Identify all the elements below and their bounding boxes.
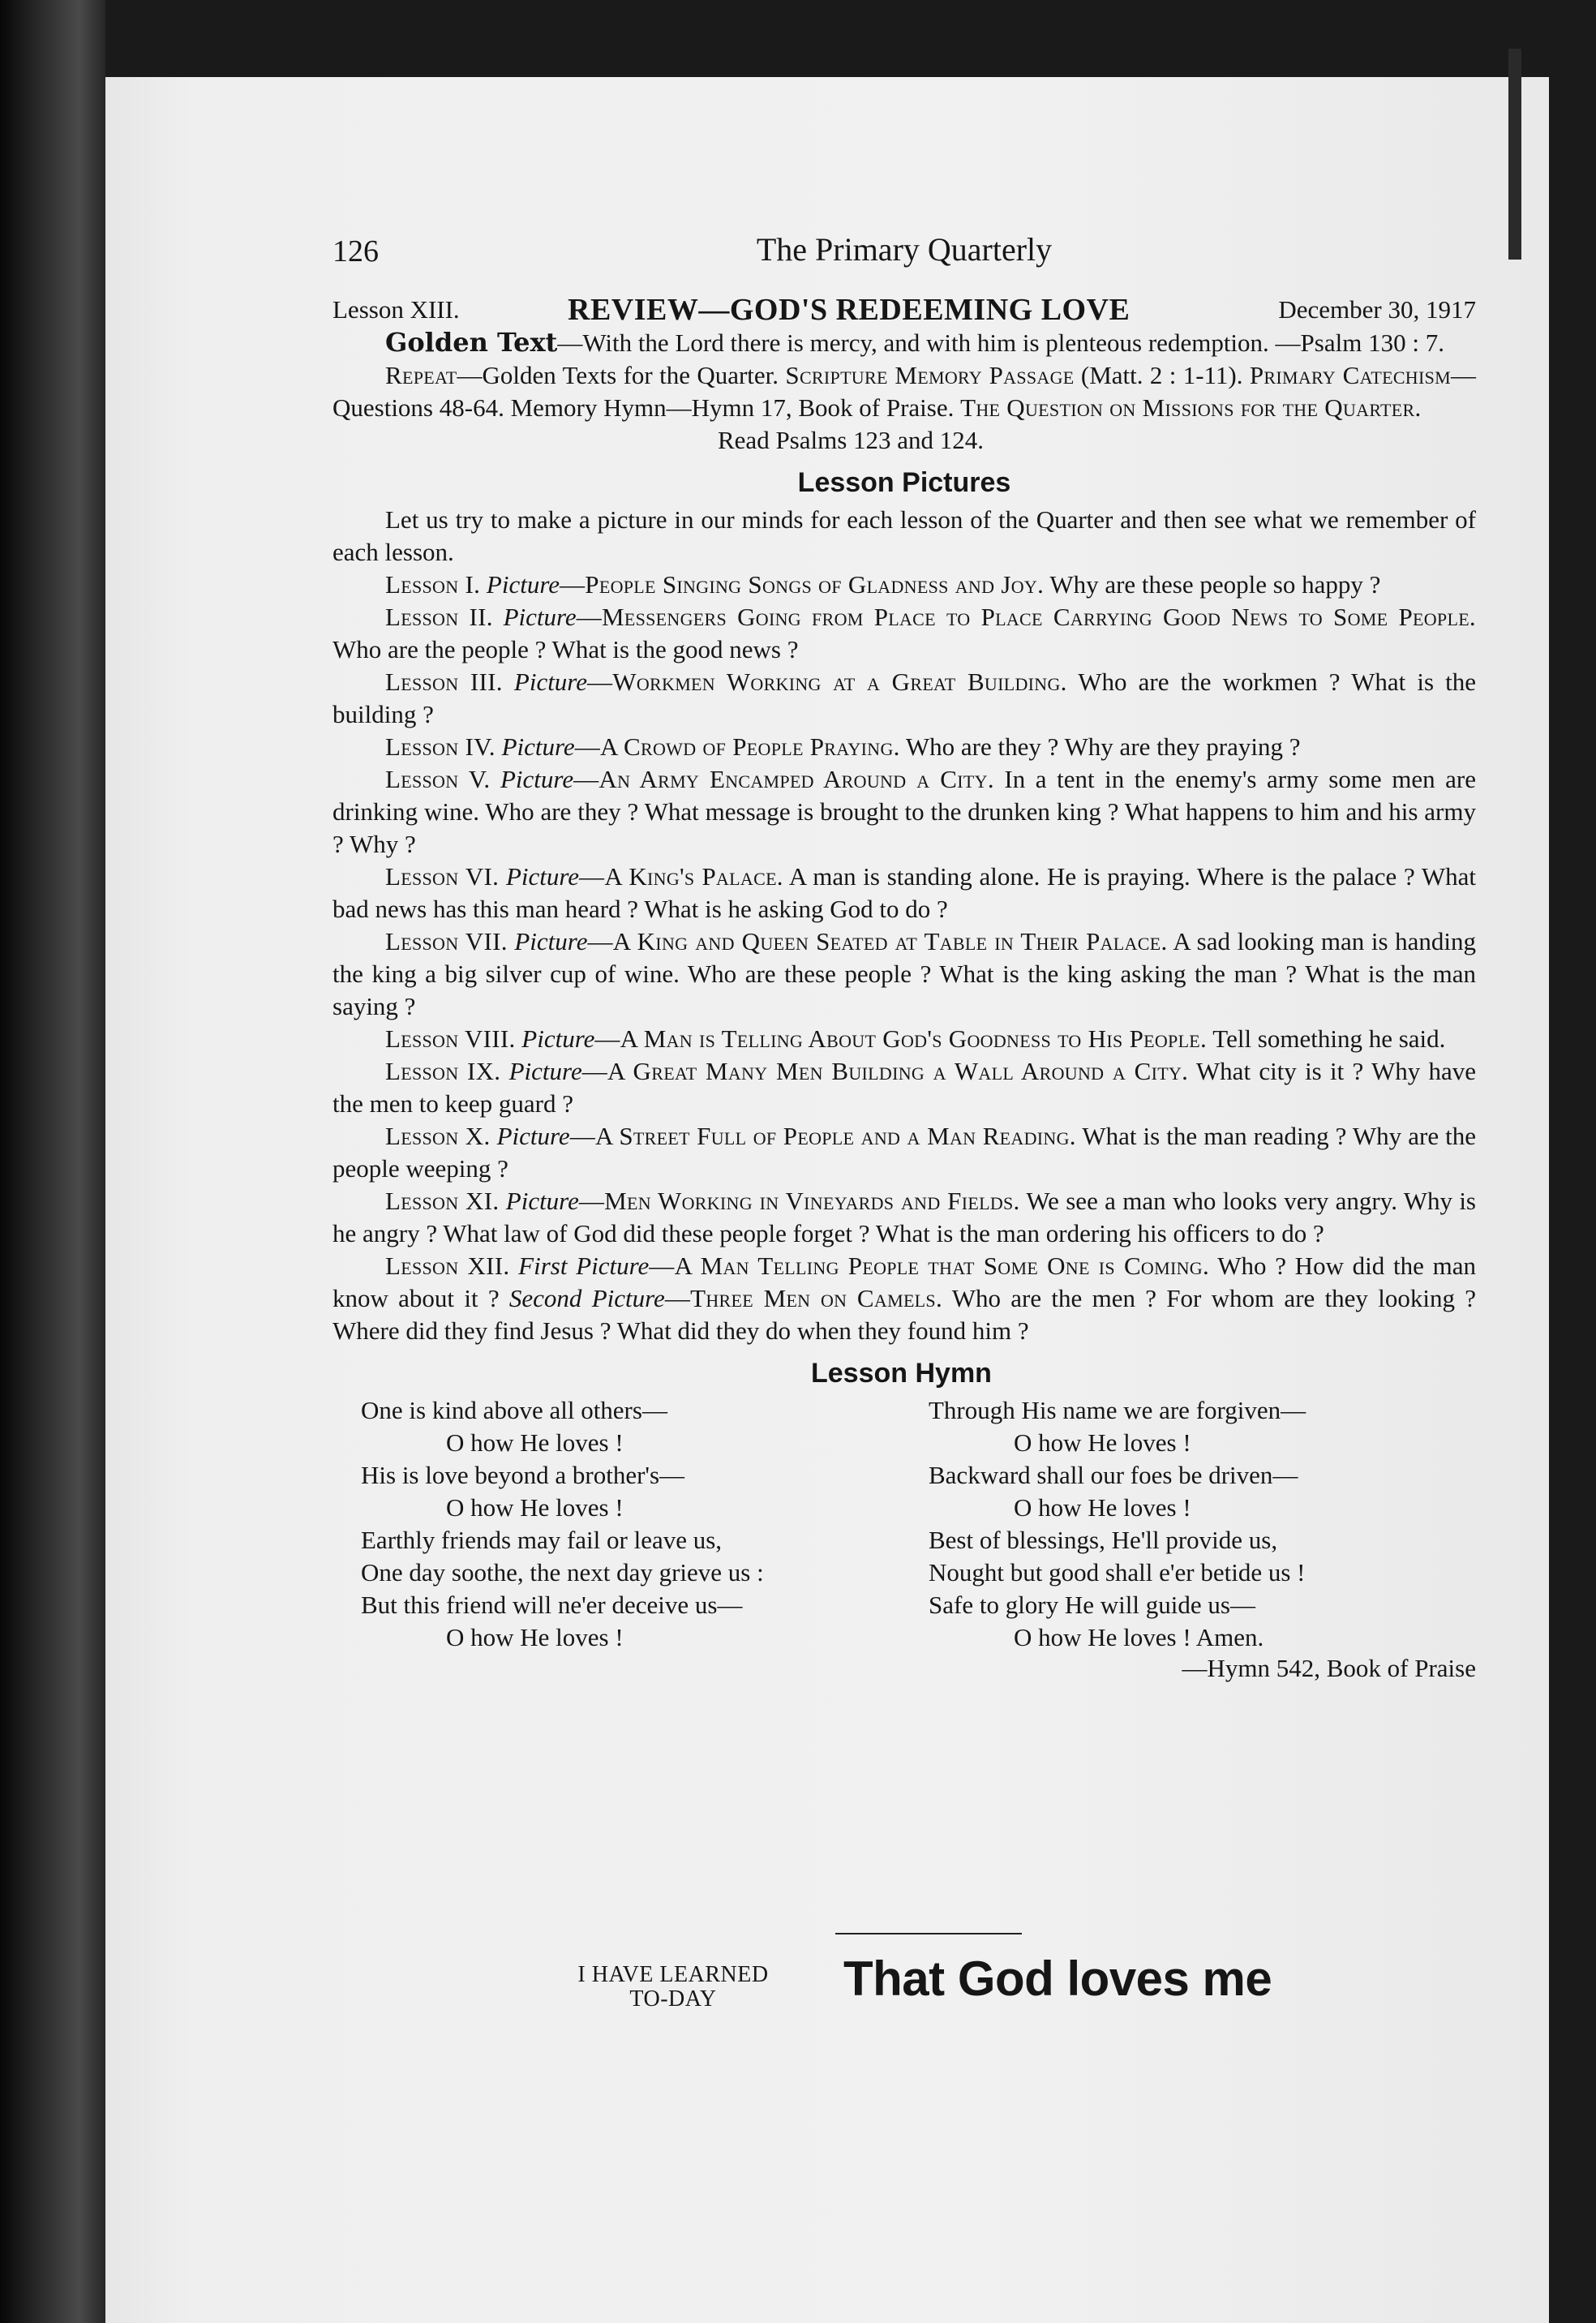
- golden-text-body: —With the Lord there is mercy, and with him is plenteous redemption. —Psalm 130 : 7.: [557, 328, 1444, 357]
- picture-text: What is the man reading ? Why are the people weeping ?: [332, 1122, 1477, 1183]
- picture-label: Picture: [496, 1122, 570, 1150]
- journal-title: The Primary Quarterly: [756, 231, 1053, 268]
- page-number: 126: [332, 234, 379, 268]
- learned-line-1: I HAVE LEARNED: [577, 1962, 769, 1987]
- picture-text: Who are the workmen ? What is the building ?: [332, 668, 1477, 728]
- divider-rule: [835, 1933, 1022, 1934]
- lesson-label: Lesson IV.: [385, 732, 496, 761]
- missions-label: The Question on Missions for the Quarter.: [960, 393, 1422, 422]
- picture-title: —Workmen Working at a Great Building.: [586, 668, 1067, 696]
- hymn-line: Earthly friends may fail or leave us,: [361, 1526, 723, 1554]
- lesson-12-first-title: —A Man Telling People that Some One is Coming.: [649, 1252, 1210, 1280]
- lesson-picture-10: [332, 1120, 1476, 1185]
- lesson-title: REVIEW—GOD'S REDEEMING LOVE: [568, 293, 1130, 327]
- picture-title: —A Street Full of People and a Man Reading.: [569, 1122, 1076, 1150]
- lesson-label: Lesson VII.: [385, 927, 508, 955]
- lesson-label: Lesson V.: [385, 765, 491, 793]
- hymn-line: His is love beyond a brother's—: [361, 1461, 685, 1489]
- picture-label: Picture: [513, 668, 587, 696]
- picture-title: —People Singing Songs of Gladness and Joy.: [560, 570, 1045, 599]
- picture-text: Why are these people so happy ?: [1044, 570, 1381, 599]
- hymn-line: O how He loves !: [446, 1493, 624, 1522]
- lesson-label: Lesson VI.: [385, 862, 500, 891]
- book-binding: [0, 0, 105, 2323]
- picture-label: Picture: [505, 1187, 579, 1215]
- lesson-label: Lesson X.: [385, 1122, 491, 1150]
- pictures-intro: Let us try to make a picture in our minds for each lesson of the Quarter and then see what we remember of each lesson.: [332, 505, 1476, 566]
- hymn-line: But this friend will ne'er deceive us—: [361, 1591, 743, 1619]
- picture-label: Picture: [521, 1024, 595, 1053]
- picture-text: A man is standing alone. He is praying. Where is the palace ? What bad news has this man heard ? What is he asking God to do ?: [332, 862, 1476, 923]
- repeat-label: Repeat: [385, 361, 457, 389]
- catechism-label: Primary Catechism: [1249, 361, 1452, 389]
- hymn-line: Safe to glory He will guide us—: [929, 1591, 1255, 1619]
- lesson-picture-4: [332, 731, 1476, 763]
- lesson-picture-12: [332, 1250, 1476, 1347]
- lesson-number: Lesson XIII.: [332, 295, 460, 324]
- picture-label: Picture: [503, 603, 577, 631]
- lesson-label: Lesson IX.: [385, 1057, 501, 1085]
- hymn-line: Best of blessings, He'll provide us,: [929, 1526, 1278, 1554]
- learned-today-label: [535, 1963, 811, 2012]
- picture-text: Tell something he said.: [1207, 1024, 1446, 1053]
- lesson-picture-7: [332, 925, 1476, 1023]
- lesson-picture-8: [332, 1023, 1476, 1055]
- repeat-text: —Golden Texts for the Quarter.: [457, 361, 779, 389]
- picture-title: —A Crowd of People Praying.: [574, 732, 900, 761]
- lesson-12-first-text: Who ? How did the man know about it ?: [332, 1252, 1476, 1312]
- lesson-label: Lesson VIII.: [385, 1024, 516, 1053]
- picture-text: A sad looking man is handing the king a big silver cup of wine. Who are these people ? What is the king asking the man ? What is the man saying ?: [332, 927, 1477, 1020]
- lesson-date: December 30, 1917: [1278, 295, 1476, 324]
- lesson-picture-list: [332, 569, 1476, 1250]
- picture-label: Picture: [505, 862, 580, 891]
- scripture-label: Scripture Memory Passage: [785, 361, 1075, 389]
- hymn-line: One is kind above all others—: [361, 1396, 667, 1424]
- lesson-label: Lesson I.: [385, 570, 481, 599]
- hymn-left-column: [361, 1394, 880, 1654]
- picture-title: —A King and Queen Seated at Table in Their Palace.: [587, 927, 1168, 955]
- picture-title: —An Army Encamped Around a City.: [573, 765, 994, 793]
- read-psalms: Read Psalms 123 and 124.: [718, 426, 985, 454]
- lesson-picture-3: [332, 666, 1476, 731]
- picture-title: —A Man is Telling About God's Goodness to His People.: [594, 1024, 1208, 1053]
- picture-title: —A King's Palace.: [579, 862, 783, 891]
- picture-text: In a tent in the enemy's army some men are drinking wine. Who are they ? What message is brought to the drunken king ? What happens to him and his army ? Why ?: [332, 765, 1476, 858]
- picture-title: —Messengers Going from Place to Place Carrying Good News to Some People.: [576, 603, 1476, 631]
- lesson-hymn: [332, 1394, 1476, 1682]
- repeat-paragraph: [332, 359, 1476, 424]
- lesson-picture-1: [332, 569, 1476, 601]
- learned-line-2: TO-DAY: [629, 1986, 717, 2012]
- lesson-12-second-picture-label: Second Picture: [508, 1284, 665, 1312]
- hymn-line: O how He loves !: [446, 1428, 624, 1457]
- hymn-line: O how He loves ! Amen.: [1014, 1623, 1264, 1651]
- picture-text: What city is it ? Why have the men to keep guard ?: [332, 1057, 1477, 1118]
- lesson-12-label: Lesson XII.: [385, 1252, 510, 1280]
- picture-label: Picture: [500, 765, 574, 793]
- hymn-line: Nought but good shall e'er betide us !: [929, 1558, 1306, 1587]
- lesson-label: Lesson III.: [385, 668, 503, 696]
- picture-text: Who are they ? Why are they praying ?: [899, 732, 1301, 761]
- lesson-12-second-title: —Three Men on Camels.: [664, 1284, 943, 1312]
- lesson-hymn-heading: Lesson Hymn: [811, 1358, 992, 1389]
- lesson-12-second-text: Who are the men ? For whom are they looking ? Where did they find Jesus ? What did they do when they found him ?: [332, 1284, 1476, 1345]
- picture-text: We see a man who looks very angry. Why is he angry ? What law of God did these people forget ? What is the man ordering his officers to do ?: [332, 1187, 1476, 1247]
- lesson-picture-6: [332, 861, 1476, 925]
- hymn-line: O how He loves !: [1014, 1493, 1191, 1522]
- page-content: [332, 227, 1477, 1682]
- picture-label: Picture: [486, 570, 560, 599]
- hymn-line: Backward shall our foes be driven—: [929, 1461, 1298, 1489]
- lesson-header: [332, 290, 1476, 326]
- hymn-source: —Hymn 542, Book of Praise: [1182, 1654, 1476, 1682]
- golden-text-label: Golden Text: [385, 327, 558, 358]
- lesson-picture-11: [332, 1185, 1476, 1250]
- catechism-text: —Questions 48-64. Memory Hymn—Hymn 17, Book of Praise.: [332, 361, 1477, 422]
- picture-label: Picture: [501, 732, 575, 761]
- hymn-line: One day soothe, the next day grieve us :: [361, 1558, 764, 1587]
- hymn-line: O how He loves !: [1014, 1428, 1191, 1457]
- picture-text: Who are the people ? What is the good news ?: [332, 635, 799, 663]
- hymn-right-column: [929, 1394, 1480, 1654]
- scripture-ref: (Matt. 2 : 1-11).: [1080, 361, 1243, 389]
- lesson-picture-2: [332, 601, 1476, 666]
- picture-title: —Men Working in Vineyards and Fields.: [578, 1187, 1020, 1215]
- lesson-picture-5: [332, 763, 1476, 861]
- lesson-label: Lesson XI.: [385, 1187, 500, 1215]
- hymn-line: Through His name we are forgiven—: [929, 1396, 1306, 1424]
- running-head: [332, 227, 1476, 276]
- lesson-label: Lesson II.: [385, 603, 493, 631]
- god-loves-me: That God loves me: [843, 1952, 1272, 2006]
- picture-title: —A Great Many Men Building a Wall Around a City.: [581, 1057, 1189, 1085]
- hymn-line: O how He loves !: [446, 1623, 624, 1651]
- lesson-12-first-picture-label: First Picture: [518, 1252, 650, 1280]
- lesson-pictures-heading: Lesson Pictures: [797, 467, 1011, 498]
- golden-text: [332, 326, 1476, 359]
- picture-label: Picture: [508, 1057, 582, 1085]
- picture-label: Picture: [514, 927, 588, 955]
- page-edge: [1508, 49, 1521, 260]
- lesson-picture-9: [332, 1055, 1476, 1120]
